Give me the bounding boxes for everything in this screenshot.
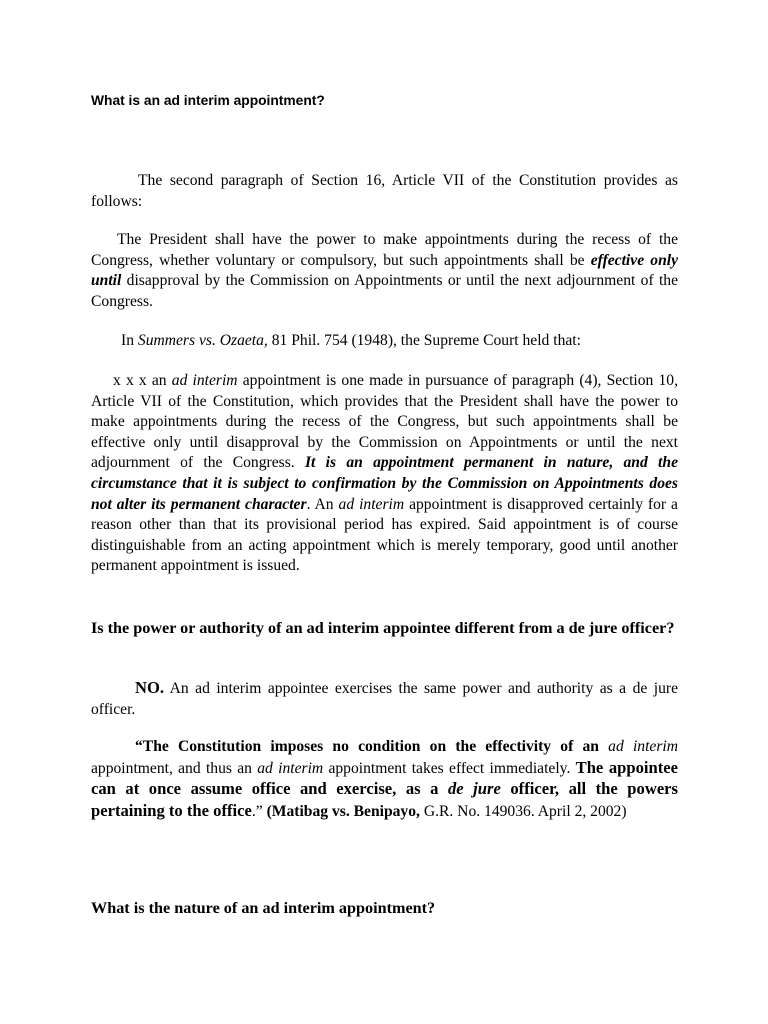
case-intro-pre: In — [121, 332, 138, 349]
quote1-part2: disapproval by the Commission on Appointments or until the next adjournment of the Congress. — [91, 272, 678, 310]
quote3-g: de jure — [447, 779, 501, 799]
quote2-e: . An — [306, 495, 339, 513]
summers-quote — [91, 371, 678, 577]
question-heading-nature: What is the nature of an ad interim appointment? — [91, 899, 436, 917]
intro-text: The second paragraph of Section 16, Article VII of the Constitution provides as follows: — [91, 172, 678, 210]
section-heading-ad-interim: What is an ad interim appointment? — [91, 93, 325, 108]
quote2-f: ad interim — [338, 495, 405, 513]
intro-paragraph — [91, 171, 678, 212]
quote3-b: ad interim — [608, 738, 678, 755]
quote2-c: appointment is one made in pursuance of paragraph (4), Section 10, Article VII of the Constitution, which provides that the President shall have the power to make appointments during the recess of the Congress, but such appointments shall be effective only until disapproval by the Commission on Appointments or until the next adjournment of the Congress. — [91, 372, 679, 472]
question-heading-power: Is the power or authority of an ad interim appointee different from a de jure officer? — [91, 619, 675, 637]
quote1-part1: The President shall have the power to make appointments during the recess of the Congress, whether voluntary or compulsory, but such appointments shall be — [91, 231, 678, 269]
quote3-c: appointment, and thus an — [91, 759, 258, 777]
quote2-a: x x x an — [113, 372, 172, 389]
quote2-emphasis: It is an appointment permanent in nature, and the circumstance that it is subject to confirmation by the Commission on Appointments does not alter its permanent character — [91, 454, 678, 513]
quote2-g: appointment is disapproved certainly for a reason other than that its provisional period has expired. Said appointment is of course distinguishable from an acting appointment which is merely temporary, good until another permanent appointment is issued. — [91, 495, 678, 575]
quote3-a: “The Constitution imposes no condition on the effectivity of an — [135, 738, 609, 755]
quote3-d: ad interim — [257, 759, 324, 777]
quote3-e: appointment takes effect immediately. — [323, 759, 576, 777]
matibag-quote — [91, 737, 678, 822]
case-intro-paragraph — [91, 331, 678, 352]
quote2-b: ad interim — [171, 372, 238, 389]
quote3-f: The appointee can at once assume office and exercise, as a — [91, 757, 678, 799]
case-intro-post: 81 Phil. 754 (1948), the Supreme Court held that: — [267, 332, 581, 349]
case-name: Summers vs. Ozaeta, — [137, 332, 268, 349]
quote1-emphasis: effective only until — [91, 251, 678, 290]
quote3-h: officer, all the powers pertaining to the office — [91, 779, 679, 820]
constitution-quote — [91, 230, 678, 312]
quote3-citation: (Matibag vs. Benipayo, — [266, 802, 420, 820]
answer-paragraph — [91, 678, 678, 720]
answer-no: NO. — [135, 678, 165, 697]
quote3-i: .” — [251, 802, 267, 820]
answer-rest: An ad interim appointee exercises the same power and authority as a de jure officer. — [91, 680, 678, 718]
quote3-k: G.R. No. 149036. April 2, 2002) — [419, 802, 627, 820]
